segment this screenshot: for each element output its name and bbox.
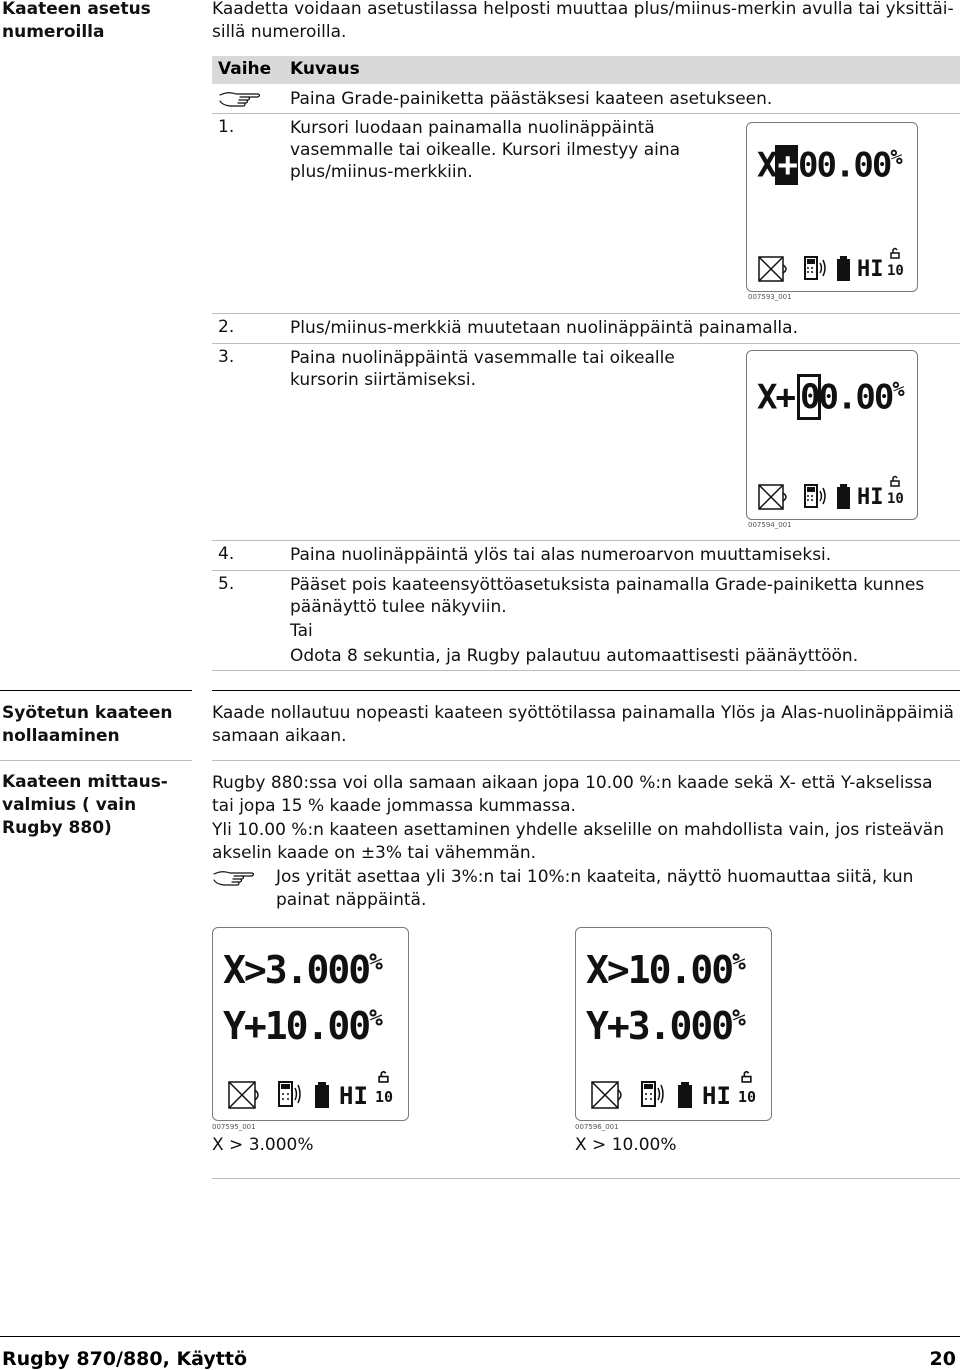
lcd-display: [212, 927, 409, 1121]
y-axis-line: Y+10.00: [223, 1004, 370, 1048]
lock-icon: [740, 1070, 753, 1083]
percent-sign: %: [369, 1005, 383, 1032]
step-text: Kursori luodaan painamalla nuolinäppäintä vasemmalle tai oikealle. Kursori ilmestyy aina plus/miinus-merkkiin.: [290, 118, 681, 182]
axis-label: X+: [757, 377, 794, 418]
section-title-grade-numbers: Kaateen asetus numeroilla: [2, 0, 151, 42]
column-step: Vaihe: [218, 59, 272, 79]
lock-icon: [889, 475, 901, 487]
x-axis-line: X>3.000: [223, 948, 370, 992]
axis-label: X: [757, 145, 776, 186]
figure-id: 007593_001: [748, 293, 792, 301]
step-text: Paina nuolinäppäintä ylös tai alas numeroarvon muuttamiseksi.: [290, 545, 832, 565]
step-text: Plus/miinus-merkkiä muutetaan nuolinäppäintä painamalla.: [290, 318, 798, 338]
channel-number: 10: [738, 1088, 757, 1106]
percent-sign: %: [732, 949, 746, 976]
step-number: 2.: [218, 317, 235, 337]
figure-id: 007596_001: [575, 1123, 619, 1131]
step-number: 4.: [218, 544, 235, 564]
cursor-sign: +: [777, 145, 796, 186]
footer-title: Rugby 870/880, Käyttö: [2, 1348, 248, 1370]
remote-icon: [805, 485, 825, 507]
pointing-hand-icon: [212, 868, 256, 888]
step-or: Tai: [290, 621, 313, 641]
step-text: Pääset pois kaateensyöttöasetuksista painamalla Grade-painiketta kunnes päänäyttö tulee näkyviin.: [290, 575, 925, 617]
percent-sign: %: [892, 377, 905, 401]
column-description: Kuvaus: [290, 59, 360, 79]
battery-icon: [837, 484, 850, 509]
grade-value: 0.00: [818, 377, 893, 418]
grade-value: 00.00: [797, 145, 891, 186]
remote-icon: [642, 1082, 663, 1106]
lcd-display: [746, 122, 918, 292]
capability-note: Jos yrität asettaa yli 3%:n tai 10%:n kaateita, näyttö huomauttaa siitä, kun painat näppäintä.: [276, 867, 914, 910]
step-number: 3.: [218, 347, 235, 367]
hi-sensitivity-icon: HI: [857, 257, 884, 282]
pointing-hand-icon: [218, 89, 262, 109]
section-title-reset: Syötetun kaateen nollaaminen: [2, 703, 173, 746]
envelope-icon: [229, 1082, 258, 1108]
hi-sensitivity-icon: HI: [339, 1082, 368, 1110]
percent-sign: %: [732, 1005, 746, 1032]
remote-icon: [279, 1082, 300, 1106]
battery-icon: [678, 1082, 692, 1108]
figure-caption: X > 3.000%: [212, 1135, 314, 1155]
envelope-icon: [759, 485, 786, 509]
capability-paragraph-1: Rugby 880:ssa voi olla samaan aikaan jopa 10.00 %:n kaade sekä X- että Y-akselissa tai jopa 15 % kaade jommassa kummassa.: [212, 773, 933, 816]
battery-icon: [315, 1082, 329, 1108]
step-number: 1.: [218, 117, 235, 137]
step-text: Paina nuolinäppäintä vasemmalle tai oikealle kursorin siirtämiseksi.: [290, 348, 675, 390]
step-number: 5.: [218, 574, 235, 594]
cursor-digit: 0: [799, 377, 819, 418]
channel-number: 10: [887, 263, 904, 279]
percent-sign: %: [369, 949, 383, 976]
channel-number: 10: [375, 1088, 394, 1106]
note-grade-button: Paina Grade-painiketta päästäksesi kaateen asetukseen.: [290, 89, 773, 109]
remote-icon: [805, 257, 825, 279]
lock-icon: [377, 1070, 390, 1083]
y-axis-line: Y+3.000: [586, 1004, 733, 1048]
section-intro: Kaadetta voidaan asetustilassa helposti muuttaa plus/miinus-merkin avulla tai yksittäi-sillä numeroilla.: [212, 0, 954, 42]
x-axis-line: X>10.00: [586, 948, 733, 992]
percent-sign: %: [890, 145, 903, 169]
section-title-grade-capability: Kaateen mittaus-valmius ( vain Rugby 880): [2, 772, 168, 838]
figure-id: 007595_001: [212, 1123, 256, 1131]
step-text-alt: Odota 8 sekuntia, ja Rugby palautuu automaattisesti päänäyttöön.: [290, 646, 859, 666]
lcd-display: [575, 927, 772, 1121]
hi-sensitivity-icon: HI: [702, 1082, 731, 1110]
lock-icon: [889, 247, 901, 259]
hi-sensitivity-icon: HI: [857, 485, 884, 510]
figure-id: 007594_001: [748, 521, 792, 529]
section-reset-text: Kaade nollautuu nopeasti kaateen syöttötilassa painamalla Ylös ja Alas-nuolinäppäimiä samaan aikaan.: [212, 703, 954, 746]
envelope-icon: [759, 257, 786, 281]
page-number: 20: [929, 1348, 956, 1370]
envelope-icon: [592, 1082, 621, 1108]
capability-paragraph-2: Yli 10.00 %:n kaateen asettaminen yhdelle akselille on mahdollista vain, jos risteävän akselin kaade on ±3% tai vähemmän.: [212, 820, 944, 863]
figure-caption: X > 10.00%: [575, 1135, 677, 1155]
channel-number: 10: [887, 491, 904, 507]
battery-icon: [837, 256, 850, 281]
lcd-display: [746, 350, 918, 520]
